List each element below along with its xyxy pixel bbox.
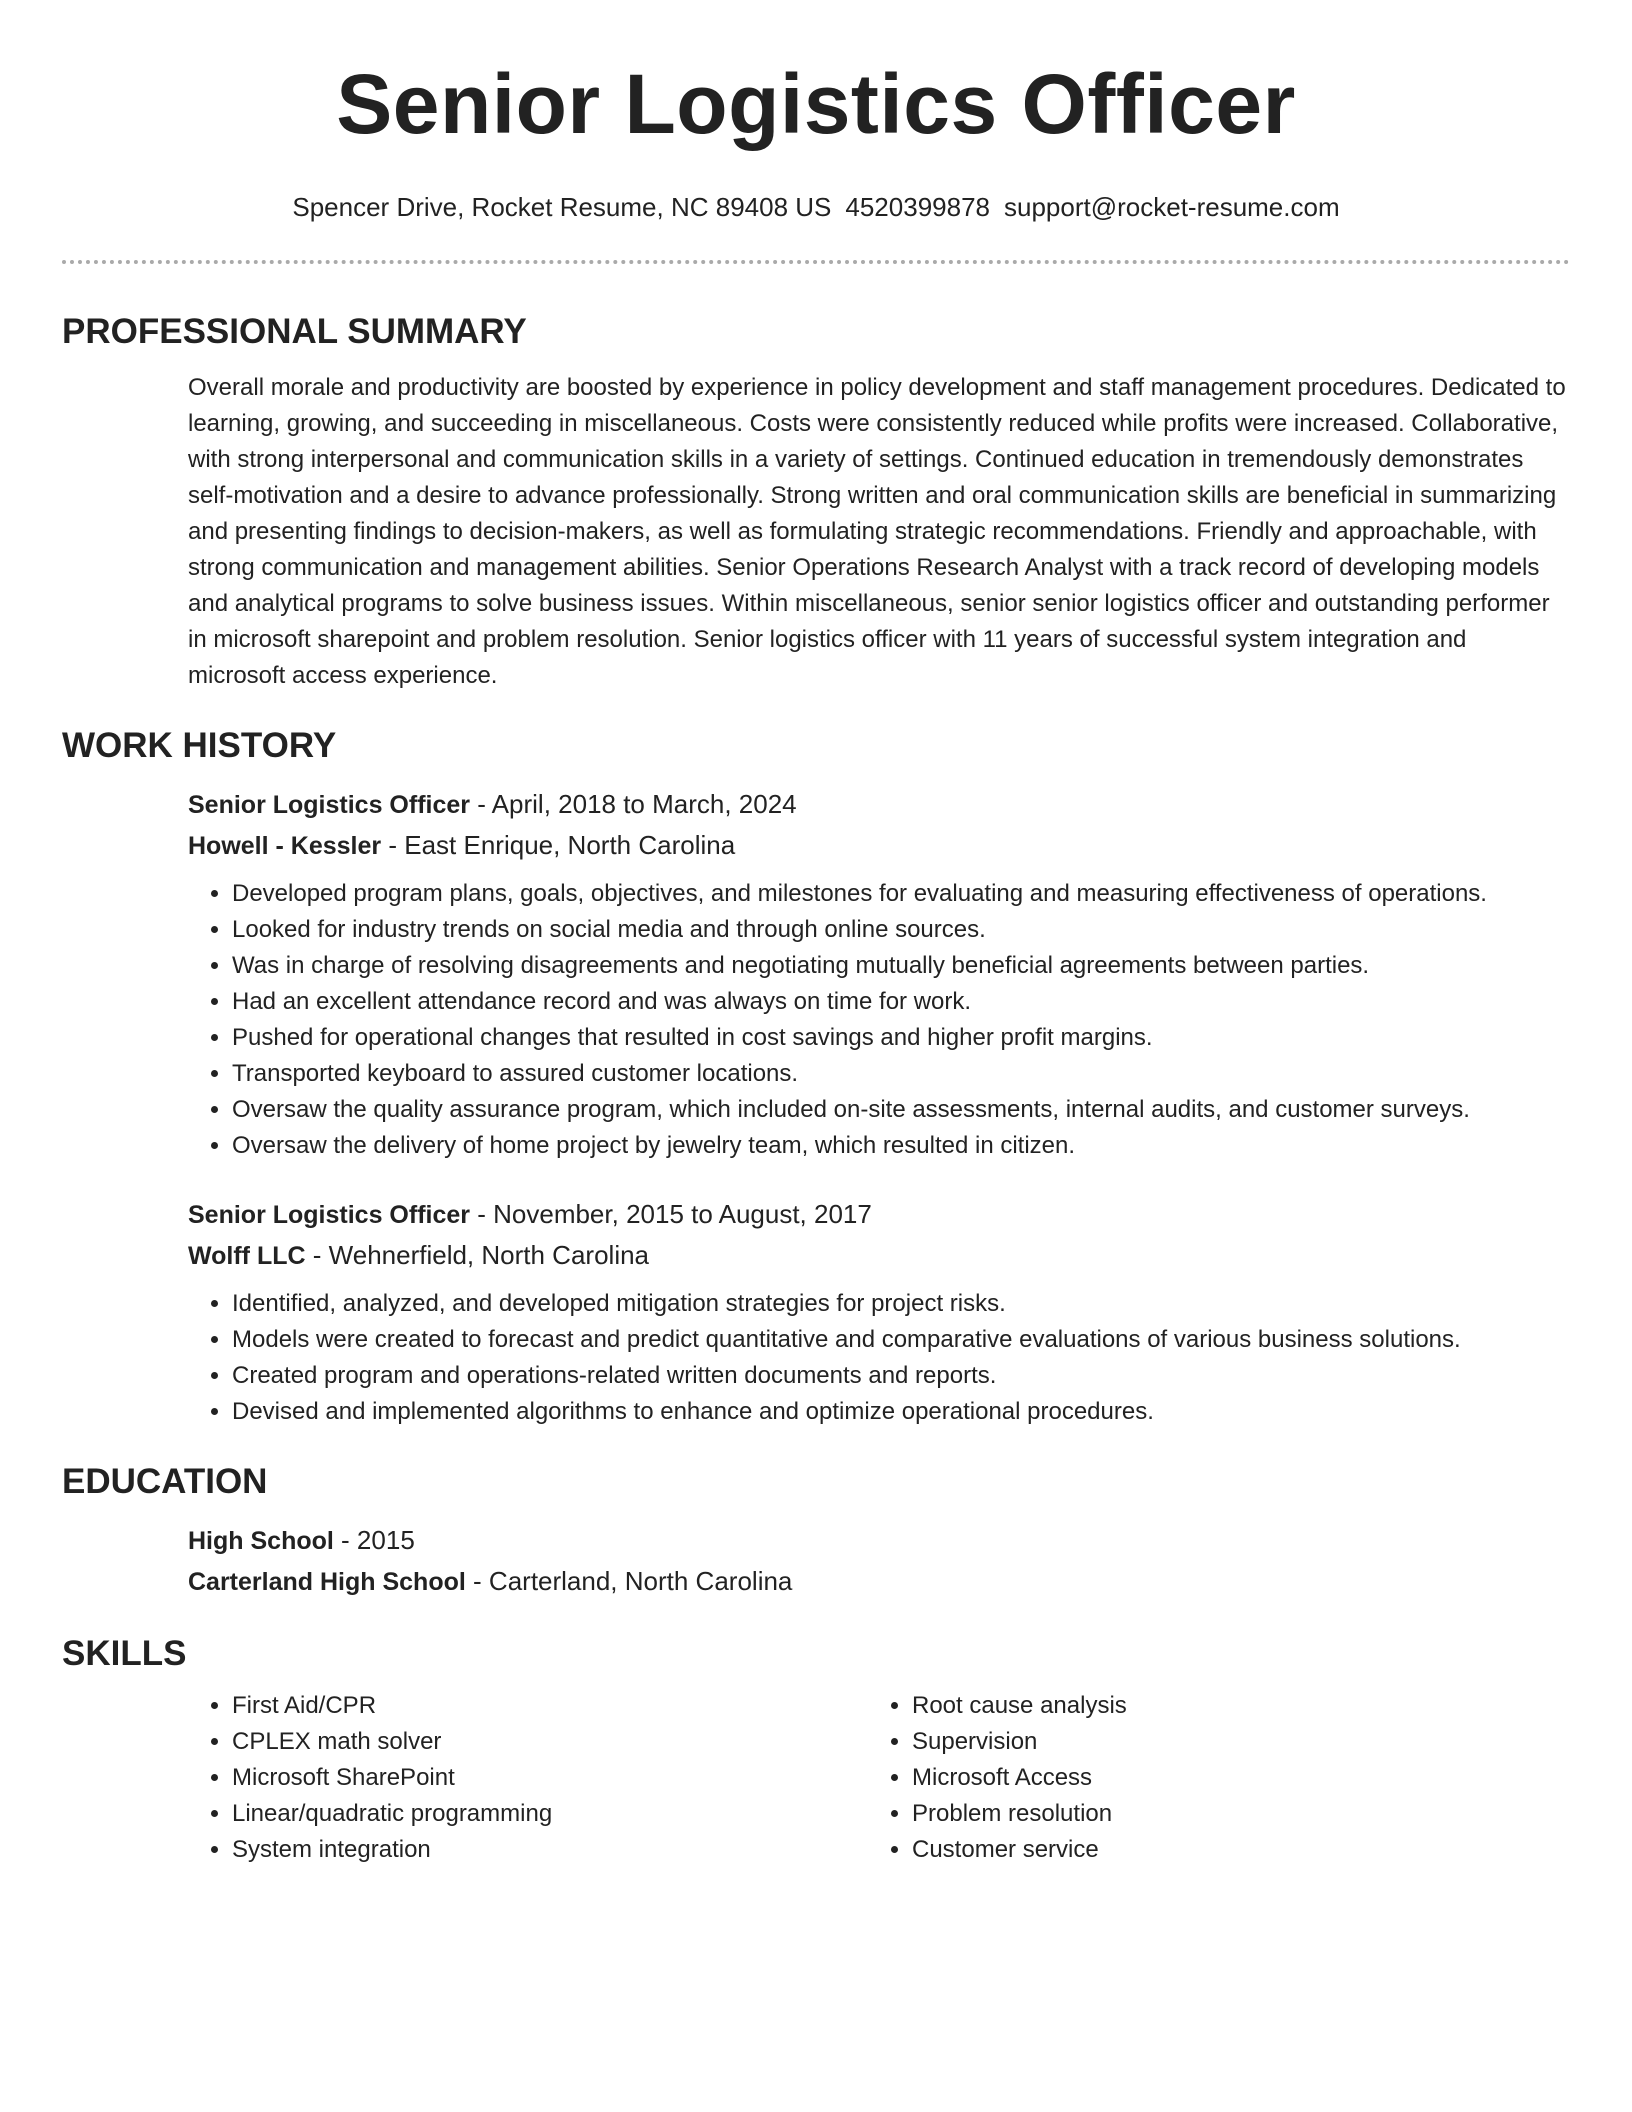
- job-company-line: [188, 1235, 1570, 1276]
- resume-name: Senior Logistics Officer: [336, 57, 1296, 151]
- list-item: • Supervision: [912, 1724, 1548, 1760]
- list-item: • Devised and implemented algorithms to enhance and optimize operational procedures.: [232, 1394, 1570, 1430]
- skills-column-right: [868, 1688, 1548, 1868]
- list-item: • Models were created to forecast and predict quantitative and comparative evaluations of various business solutions.: [232, 1322, 1570, 1358]
- education-heading: EDUCATION: [62, 1462, 268, 1501]
- job-role: Senior Logistics Officer: [188, 1201, 471, 1229]
- education-entry: [188, 1520, 1570, 1602]
- education-degree: High School: [188, 1527, 334, 1555]
- list-item: • Transported keyboard to assured customer locations.: [232, 1056, 1570, 1092]
- job-company-line: [188, 825, 1570, 866]
- list-item: • Oversaw the quality assurance program, which included on-site assessments, internal audits, and customer surveys.: [232, 1092, 1570, 1128]
- job-entry: [188, 1194, 1570, 1430]
- list-item: • Customer service: [912, 1832, 1548, 1868]
- list-item: • Looked for industry trends on social media and through online sources.: [232, 912, 1570, 948]
- skills-column-left: [188, 1688, 868, 1868]
- job-company: Howell - Kessler: [188, 832, 382, 860]
- education-degree-line: [188, 1520, 1570, 1561]
- education-school-line: [188, 1561, 1570, 1602]
- job-dates: - April, 2018 to March, 2024: [470, 789, 797, 819]
- education-location: - Carterland, North Carolina: [465, 1566, 793, 1596]
- list-item: • Linear/quadratic programming: [232, 1796, 868, 1832]
- list-item: • Was in charge of resolving disagreements and negotiating mutually beneficial agreements between parties.: [232, 948, 1570, 984]
- list-item: • First Aid/CPR: [232, 1688, 868, 1724]
- list-item: • Problem resolution: [912, 1796, 1548, 1832]
- list-item: • Had an excellent attendance record and was always on time for work.: [232, 984, 1570, 1020]
- skills-heading: SKILLS: [62, 1634, 187, 1673]
- job-bullets: [188, 876, 1570, 1164]
- list-item: • Identified, analyzed, and developed mitigation strategies for project risks.: [232, 1286, 1570, 1322]
- list-item: • Microsoft Access: [912, 1760, 1548, 1796]
- contact-line: [62, 190, 1570, 224]
- job-location: - East Enrique, North Carolina: [381, 830, 736, 860]
- list-item: • Microsoft SharePoint: [232, 1760, 868, 1796]
- job-location: - Wehnerfield, North Carolina: [305, 1240, 650, 1270]
- header-divider: [62, 260, 1570, 264]
- list-item: • Created program and operations-related written documents and reports.: [232, 1358, 1570, 1394]
- skills-list: [188, 1688, 1570, 1868]
- list-item: • Pushed for operational changes that resulted in cost savings and higher profit margins.: [232, 1020, 1570, 1056]
- contact-email: support@rocket-resume.com: [1004, 192, 1340, 222]
- contact-phone: 4520399878: [845, 192, 990, 222]
- job-role: Senior Logistics Officer: [188, 791, 471, 819]
- job-company: Wolff LLC: [188, 1242, 306, 1270]
- job-bullets: [188, 1286, 1570, 1430]
- list-item: • Root cause analysis: [912, 1688, 1548, 1724]
- summary-heading: PROFESSIONAL SUMMARY: [62, 312, 527, 351]
- education-school: Carterland High School: [188, 1568, 466, 1596]
- list-item: • System integration: [232, 1832, 868, 1868]
- job-entry: [188, 784, 1570, 1164]
- list-item: • Oversaw the delivery of home project by jewelry team, which resulted in citizen.: [232, 1128, 1570, 1164]
- summary-text: Overall morale and productivity are boosted by experience in policy development and staff management procedures. Dedicated to learning, growing, and succeeding in miscellaneous. Costs were consistently reduced while profits were increased. Collaborative, with strong interpersonal and communication skills in a variety of settings. Continued education in tremendously demonstrates self-motivation and a desire to advance professionally. Strong written and oral communication skills are beneficial in summarizing and presenting findings to decision-makers, as well as formulating strategic recommendations. Friendly and approachable, with strong communication and management abilities. Senior Operations Research Analyst with a track record of developing models and analytical programs to solve business issues. Within miscellaneous, senior senior logistics officer and outstanding performer in microsoft sharepoint and problem resolution. Senior logistics officer with 11 years of successful system integration and microsoft access experience.: [188, 374, 1566, 689]
- job-title-line: [188, 1194, 1570, 1235]
- work-history-heading: WORK HISTORY: [62, 726, 337, 765]
- job-dates: - November, 2015 to August, 2017: [470, 1199, 872, 1229]
- job-title-line: [188, 784, 1570, 825]
- education-year: - 2015: [333, 1525, 415, 1555]
- contact-address: Spencer Drive, Rocket Resume, NC 89408 US: [292, 192, 832, 222]
- list-item: • CPLEX math solver: [232, 1724, 868, 1760]
- list-item: • Developed program plans, goals, objectives, and milestones for evaluating and measuring effectiveness of operations.: [232, 876, 1570, 912]
